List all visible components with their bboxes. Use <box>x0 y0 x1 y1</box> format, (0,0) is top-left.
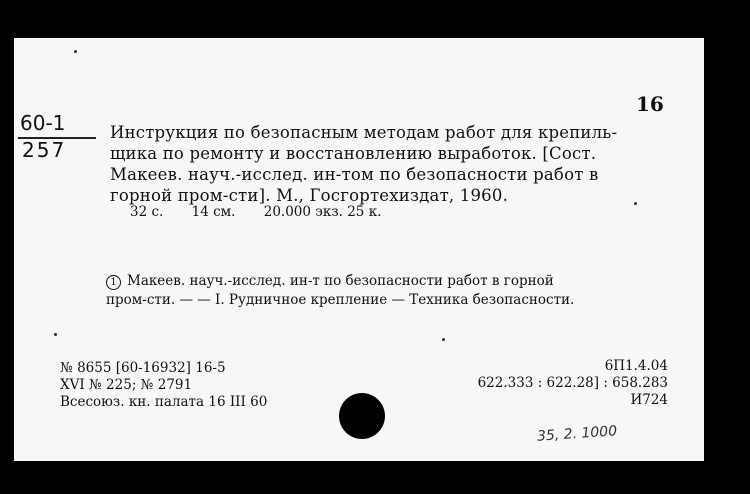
registration-line: XVI № 225; № 2791 <box>60 377 193 393</box>
title-block <box>110 122 617 206</box>
handwritten-note: 35, 2. 1000 <box>536 423 618 445</box>
registration-info <box>60 360 267 411</box>
book-size: 14 см. <box>191 204 236 220</box>
title-line: щика по ремонту и восстановлению выработок. [Сост. <box>110 144 597 163</box>
registration-line: № 8655 [60-16932] 16-5 <box>60 360 226 376</box>
shelfmark-top: 60-1 <box>20 111 66 135</box>
tracing-line: пром-сти. — — I. Рудничное крепление — Техника безопасности. <box>106 292 575 308</box>
speck <box>634 202 637 205</box>
tracing-line: Макеев. науч.-исслед. ин-т по безопасности работ в горной <box>127 273 554 289</box>
tracings <box>106 272 574 310</box>
catalog-card <box>14 38 704 461</box>
classification-line: 6П1.4.04 <box>604 358 668 374</box>
classification-codes <box>478 358 668 409</box>
shelfmark-bottom: 257 <box>22 138 67 162</box>
classification-line: 622.333 : 622.28] : 658.283 <box>477 375 668 391</box>
speck <box>54 333 57 336</box>
speck <box>442 338 445 341</box>
title-line: горной пром-сти]. М., Госгортехиздат, 1960. <box>110 186 509 205</box>
registration-line: Всесоюз. кн. палата 16 III 60 <box>60 394 268 410</box>
speck <box>74 50 77 53</box>
print-run: 20.000 экз. 25 к. <box>263 204 382 220</box>
punch-hole <box>339 393 385 439</box>
card-number: 16 <box>636 92 664 116</box>
title-line: Инструкция по безопасным методам работ для крепиль- <box>110 123 618 142</box>
physical-description <box>130 204 405 220</box>
pages-count: 32 с. <box>130 204 164 220</box>
tracing-marker: 1 <box>106 275 121 290</box>
title-line: Макеев. науч.-исслед. ин-том по безопасности работ в <box>110 165 599 184</box>
classification-line: И724 <box>630 392 668 408</box>
